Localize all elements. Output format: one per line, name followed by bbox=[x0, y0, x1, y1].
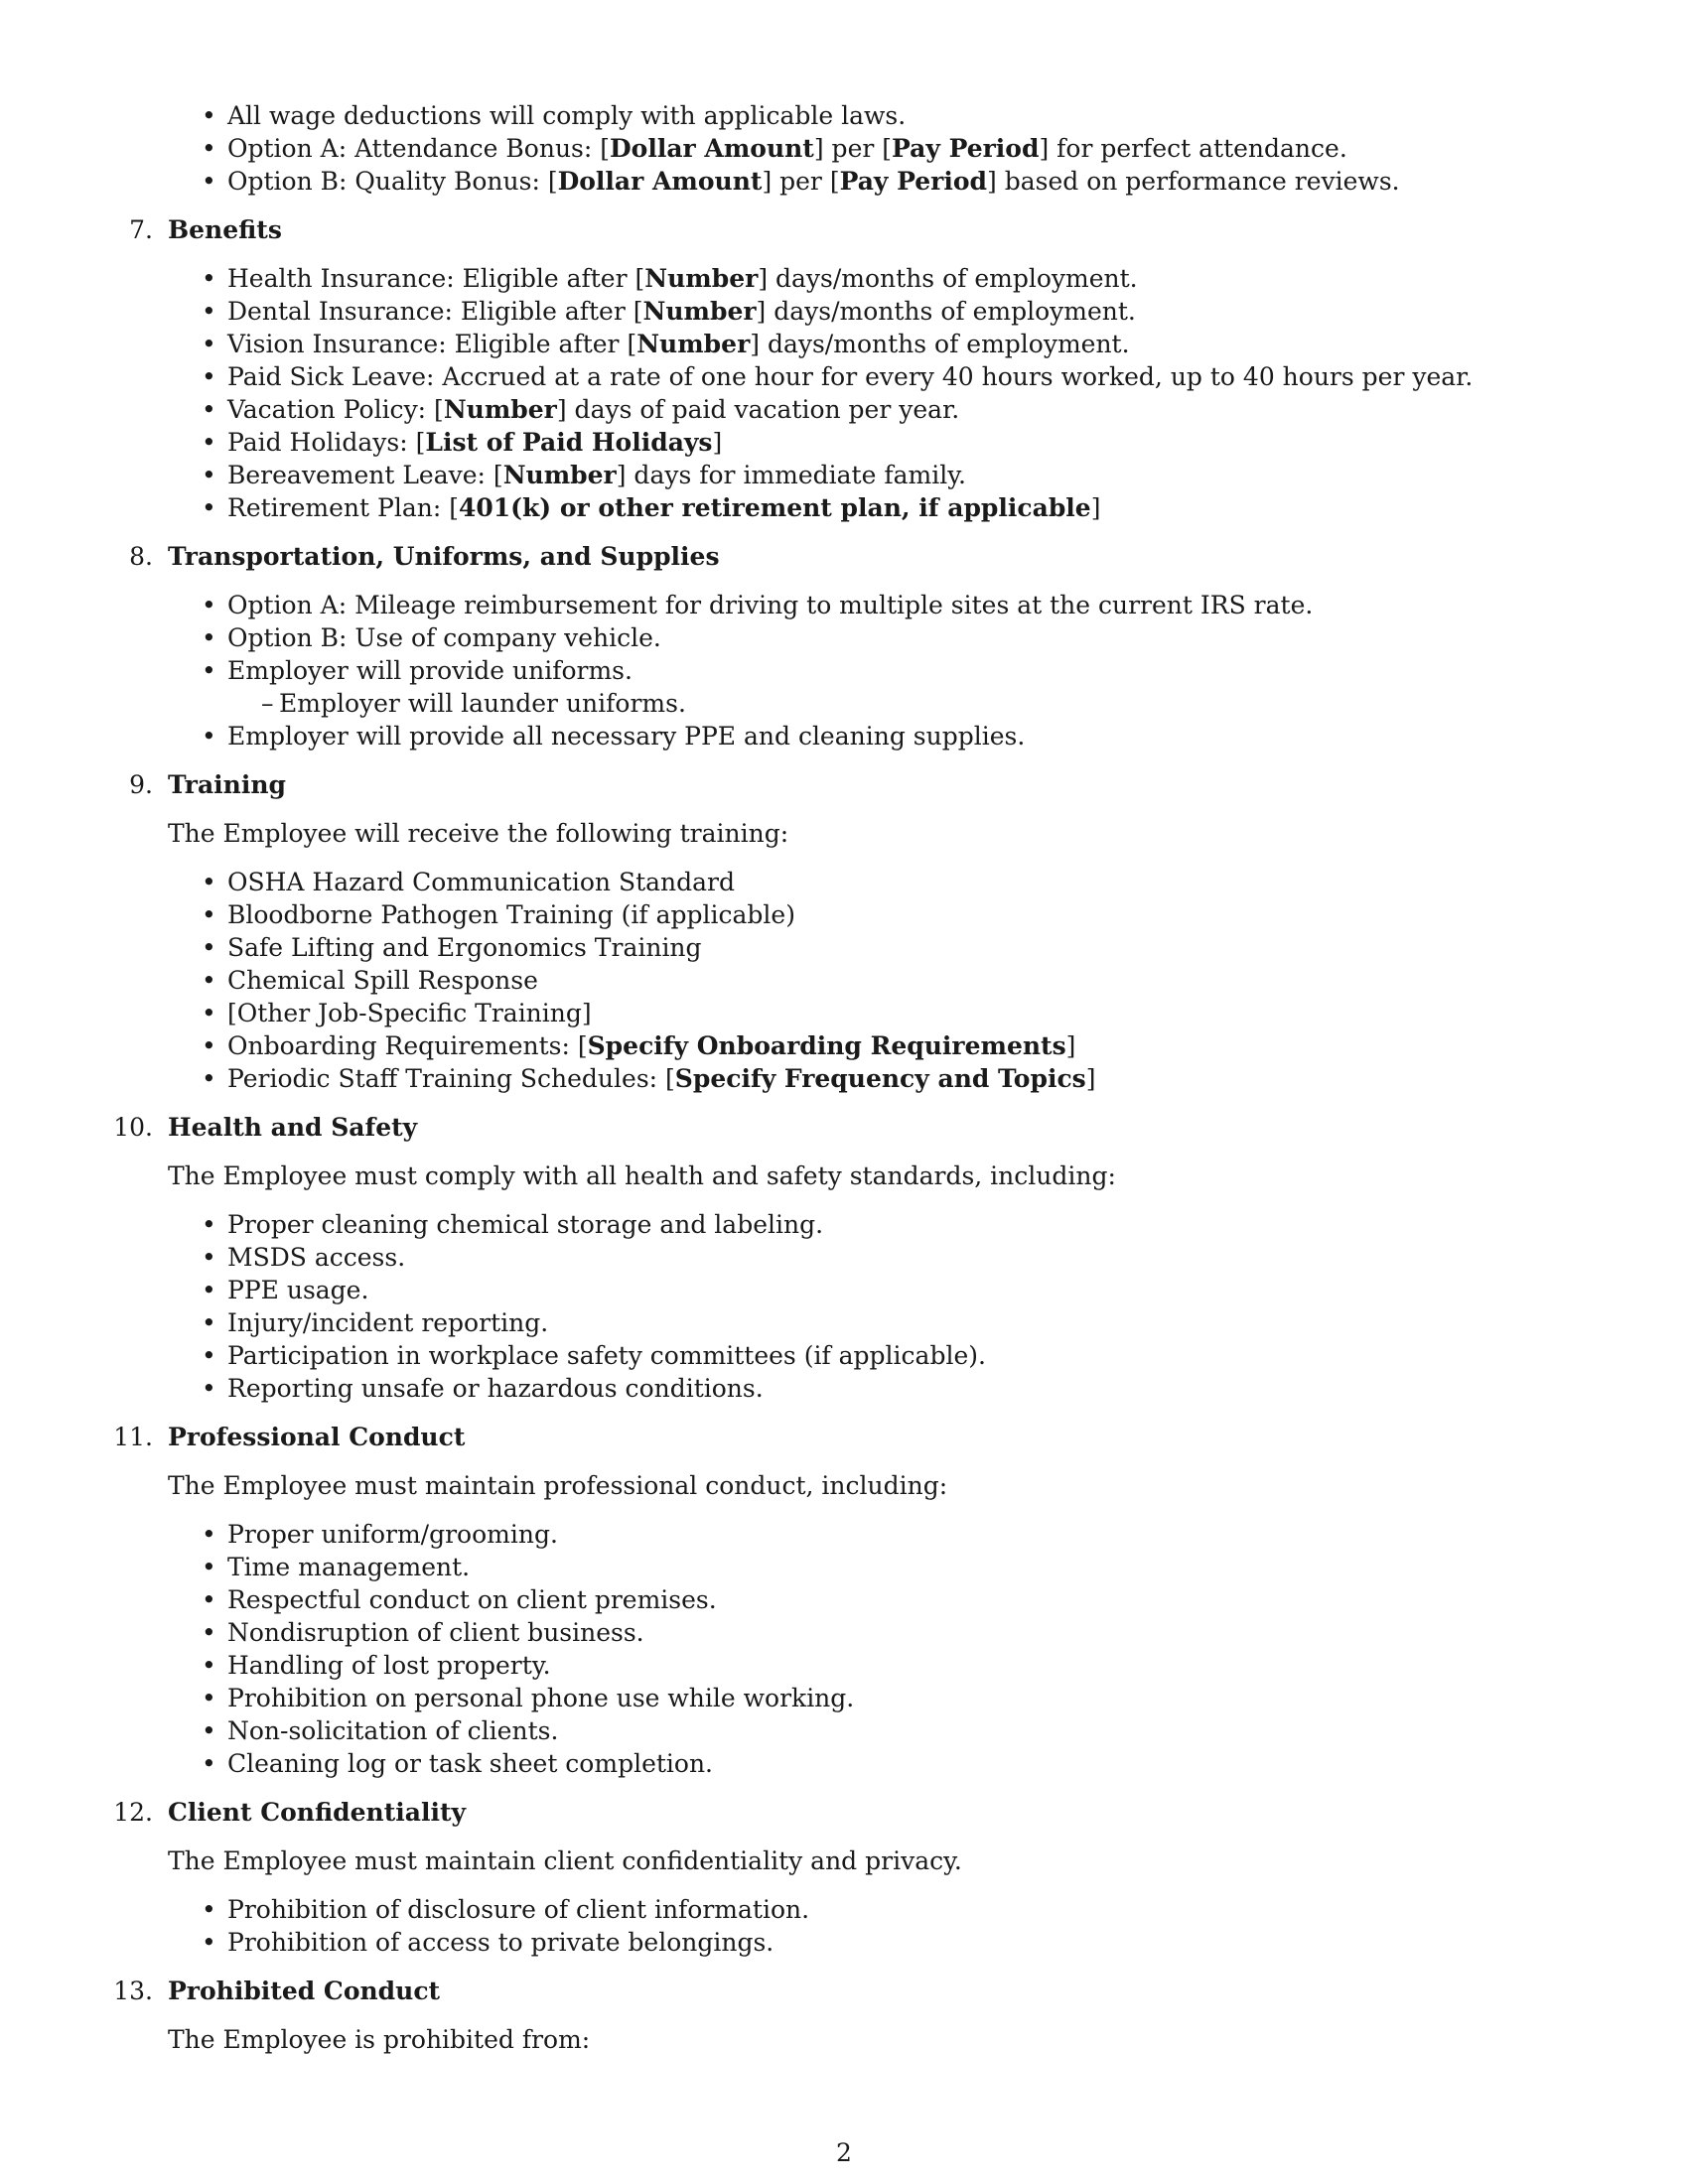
list-item: • Dental Insurance: Eligible after [Number] days/months of employment. bbox=[0, 295, 1688, 328]
section-heading-professional-conduct bbox=[0, 1421, 1688, 1453]
section-intro: The Employee is prohibited from: bbox=[168, 2025, 591, 2054]
list-item: • Prohibition on personal phone use while working. bbox=[0, 1682, 1688, 1714]
list-item: • All wage deductions will comply with applicable laws. bbox=[0, 99, 1688, 132]
list-item: • Proper uniform/grooming. bbox=[0, 1518, 1688, 1551]
list-item: • Handling of lost property. bbox=[0, 1649, 1688, 1682]
list-item: • Reporting unsafe or hazardous conditions. bbox=[0, 1372, 1688, 1405]
section-title: Training bbox=[168, 770, 286, 799]
list-item: • MSDS access. bbox=[0, 1241, 1688, 1274]
list-item: • [Other Job-Specific Training] bbox=[0, 997, 1688, 1029]
uniforms-sublist bbox=[0, 687, 1688, 720]
list-item: • Employer will provide all necessary PPE and cleaning supplies. bbox=[0, 720, 1688, 752]
section-heading-client-confidentiality bbox=[0, 1796, 1688, 1829]
list-item: • Bereavement Leave: [Number] days for immediate family. bbox=[0, 459, 1688, 491]
list-item: • Prohibition of access to private belongings. bbox=[0, 1926, 1688, 1959]
list-item: • Chemical Spill Response bbox=[0, 964, 1688, 997]
wages-list bbox=[0, 99, 1688, 198]
list-item: • Participation in workplace safety committees (if applicable). bbox=[0, 1339, 1688, 1372]
list-item: • OSHA Hazard Communication Standard bbox=[0, 866, 1688, 898]
document-body bbox=[0, 99, 1688, 2072]
training-list bbox=[0, 866, 1688, 1095]
sublist-item: – Employer will launder uniforms. bbox=[0, 687, 1688, 720]
page-number: 2 bbox=[836, 2138, 852, 2167]
section-heading-training bbox=[0, 768, 1688, 801]
list-item: • Prohibition of disclosure of client information. bbox=[0, 1893, 1688, 1926]
list-item: • Paid Holidays: [List of Paid Holidays] bbox=[0, 426, 1688, 459]
section-number: 13. bbox=[113, 1977, 153, 2005]
list-item: • Option B: Use of company vehicle. bbox=[0, 621, 1688, 654]
section-title: Client Confidentiality bbox=[168, 1798, 467, 1827]
section-intro: The Employee must maintain professional conduct, including: bbox=[168, 1471, 948, 1500]
list-item: • Safe Lifting and Ergonomics Training bbox=[0, 931, 1688, 964]
list-item: • Cleaning log or task sheet completion. bbox=[0, 1747, 1688, 1780]
list-item: • Bloodborne Pathogen Training (if applicable) bbox=[0, 898, 1688, 931]
section-title: Professional Conduct bbox=[168, 1423, 466, 1451]
list-item: • Option A: Attendance Bonus: [Dollar Amount] per [Pay Period] for perfect attendance. bbox=[0, 132, 1688, 165]
section-number: 7. bbox=[129, 215, 153, 244]
section-title: Benefits bbox=[168, 215, 282, 244]
section-number: 12. bbox=[113, 1798, 153, 1827]
list-item: • Time management. bbox=[0, 1551, 1688, 1583]
list-item: • Option B: Quality Bonus: [Dollar Amount] per [Pay Period] based on performance reviews. bbox=[0, 165, 1688, 198]
list-item: • Onboarding Requirements: [Specify Onboarding Requirements] bbox=[0, 1029, 1688, 1062]
list-item: • Vacation Policy: [Number] days of paid vacation per year. bbox=[0, 393, 1688, 426]
section-intro: The Employee must maintain client confidentiality and privacy. bbox=[168, 1846, 962, 1875]
section-heading-health-safety bbox=[0, 1111, 1688, 1144]
transportation-list bbox=[0, 589, 1688, 752]
list-item: • Injury/incident reporting. bbox=[0, 1306, 1688, 1339]
section-title: Health and Safety bbox=[168, 1113, 418, 1142]
section-intro: The Employee must comply with all health and safety standards, including: bbox=[168, 1161, 1116, 1190]
health-safety-list bbox=[0, 1208, 1688, 1405]
list-item: • Paid Sick Leave: Accrued at a rate of one hour for every 40 hours worked, up to 40 hours per year. bbox=[0, 360, 1688, 393]
list-item: • Proper cleaning chemical storage and labeling. bbox=[0, 1208, 1688, 1241]
section-heading-prohibited-conduct bbox=[0, 1975, 1688, 2007]
list-item: • Periodic Staff Training Schedules: [Specify Frequency and Topics] bbox=[0, 1062, 1688, 1095]
benefits-list bbox=[0, 262, 1688, 524]
section-title: Prohibited Conduct bbox=[168, 1977, 441, 2005]
section-number: 8. bbox=[129, 542, 153, 571]
list-item: • Vision Insurance: Eligible after [Number] days/months of employment. bbox=[0, 328, 1688, 360]
list-item: • Employer will provide uniforms. – Employer will launder uniforms. bbox=[0, 654, 1688, 720]
section-intro: The Employee will receive the following training: bbox=[168, 819, 789, 848]
list-item: • Health Insurance: Eligible after [Number] days/months of employment. bbox=[0, 262, 1688, 295]
list-item: • Retirement Plan: [401(k) or other retirement plan, if applicable] bbox=[0, 491, 1688, 524]
list-item: • Option A: Mileage reimbursement for driving to multiple sites at the current IRS rate. bbox=[0, 589, 1688, 621]
professional-conduct-list bbox=[0, 1518, 1688, 1780]
list-item: • Nondisruption of client business. bbox=[0, 1616, 1688, 1649]
section-title: Transportation, Uniforms, and Supplies bbox=[168, 542, 720, 571]
section-number: 11. bbox=[113, 1423, 153, 1451]
section-number: 10. bbox=[113, 1113, 153, 1142]
client-confidentiality-list bbox=[0, 1893, 1688, 1959]
section-heading-benefits bbox=[0, 213, 1688, 246]
list-item: • Respectful conduct on client premises. bbox=[0, 1583, 1688, 1616]
list-item: • Non-solicitation of clients. bbox=[0, 1714, 1688, 1747]
section-number: 9. bbox=[129, 770, 153, 799]
list-item: • PPE usage. bbox=[0, 1274, 1688, 1306]
section-heading-transportation bbox=[0, 540, 1688, 573]
